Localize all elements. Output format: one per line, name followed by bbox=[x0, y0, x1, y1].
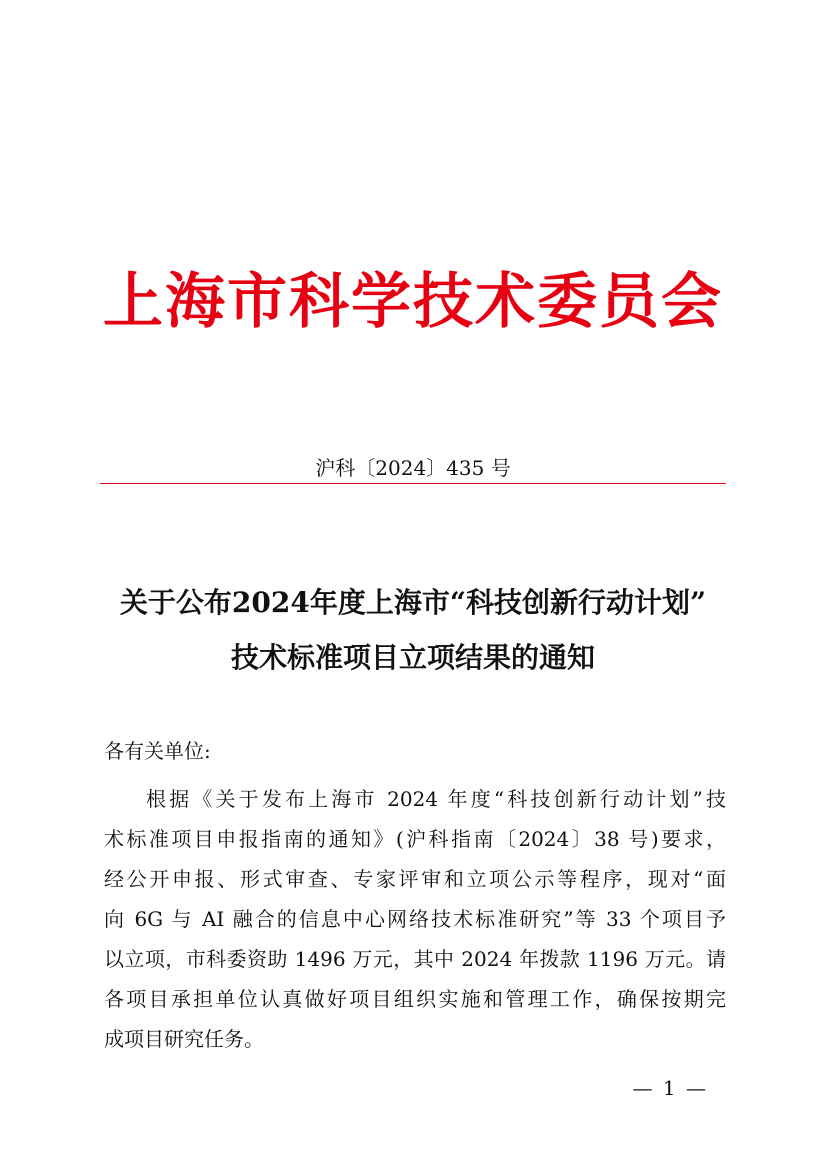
page-number: — 1 — bbox=[632, 1076, 708, 1100]
paragraph-line: 以立项，市科委资助 1496 万元，其中 2024 年拨款 1196 万元。请 bbox=[104, 947, 726, 971]
salutation: 各有关单位: bbox=[104, 739, 211, 763]
notice-title-line-1: 关于公布2024年度上海市“科技创新行动计划” bbox=[119, 586, 707, 619]
paragraph-line: 术标准项目申报指南的通知》(沪科指南〔2024〕38 号)要求， bbox=[104, 827, 726, 851]
paragraph-line: 根据《关于发布上海市 2024 年度“科技创新行动计划”技 bbox=[146, 787, 726, 811]
red-divider-line bbox=[100, 483, 726, 484]
paragraph-line: 经公开申报、形式审查、专家评审和立项公示等程序，现对“面 bbox=[104, 867, 726, 891]
body-paragraph bbox=[104, 779, 726, 1059]
paragraph-line: 向 6G 与 AI 融合的信息中心网络技术标准研究”等 33 个项目予 bbox=[104, 907, 726, 931]
paragraph-line: 各项目承担单位认真做好项目组织实施和管理工作，确保按期完 bbox=[104, 987, 726, 1011]
notice-title-line-2: 技术标准项目立项结果的通知 bbox=[230, 641, 595, 674]
document-number: 沪科〔2024〕435 号 bbox=[315, 456, 511, 480]
paragraph-line: 成项目研究任务。 bbox=[104, 1027, 264, 1051]
issuer-masthead: 上海市科学技术委员会 bbox=[103, 267, 723, 337]
